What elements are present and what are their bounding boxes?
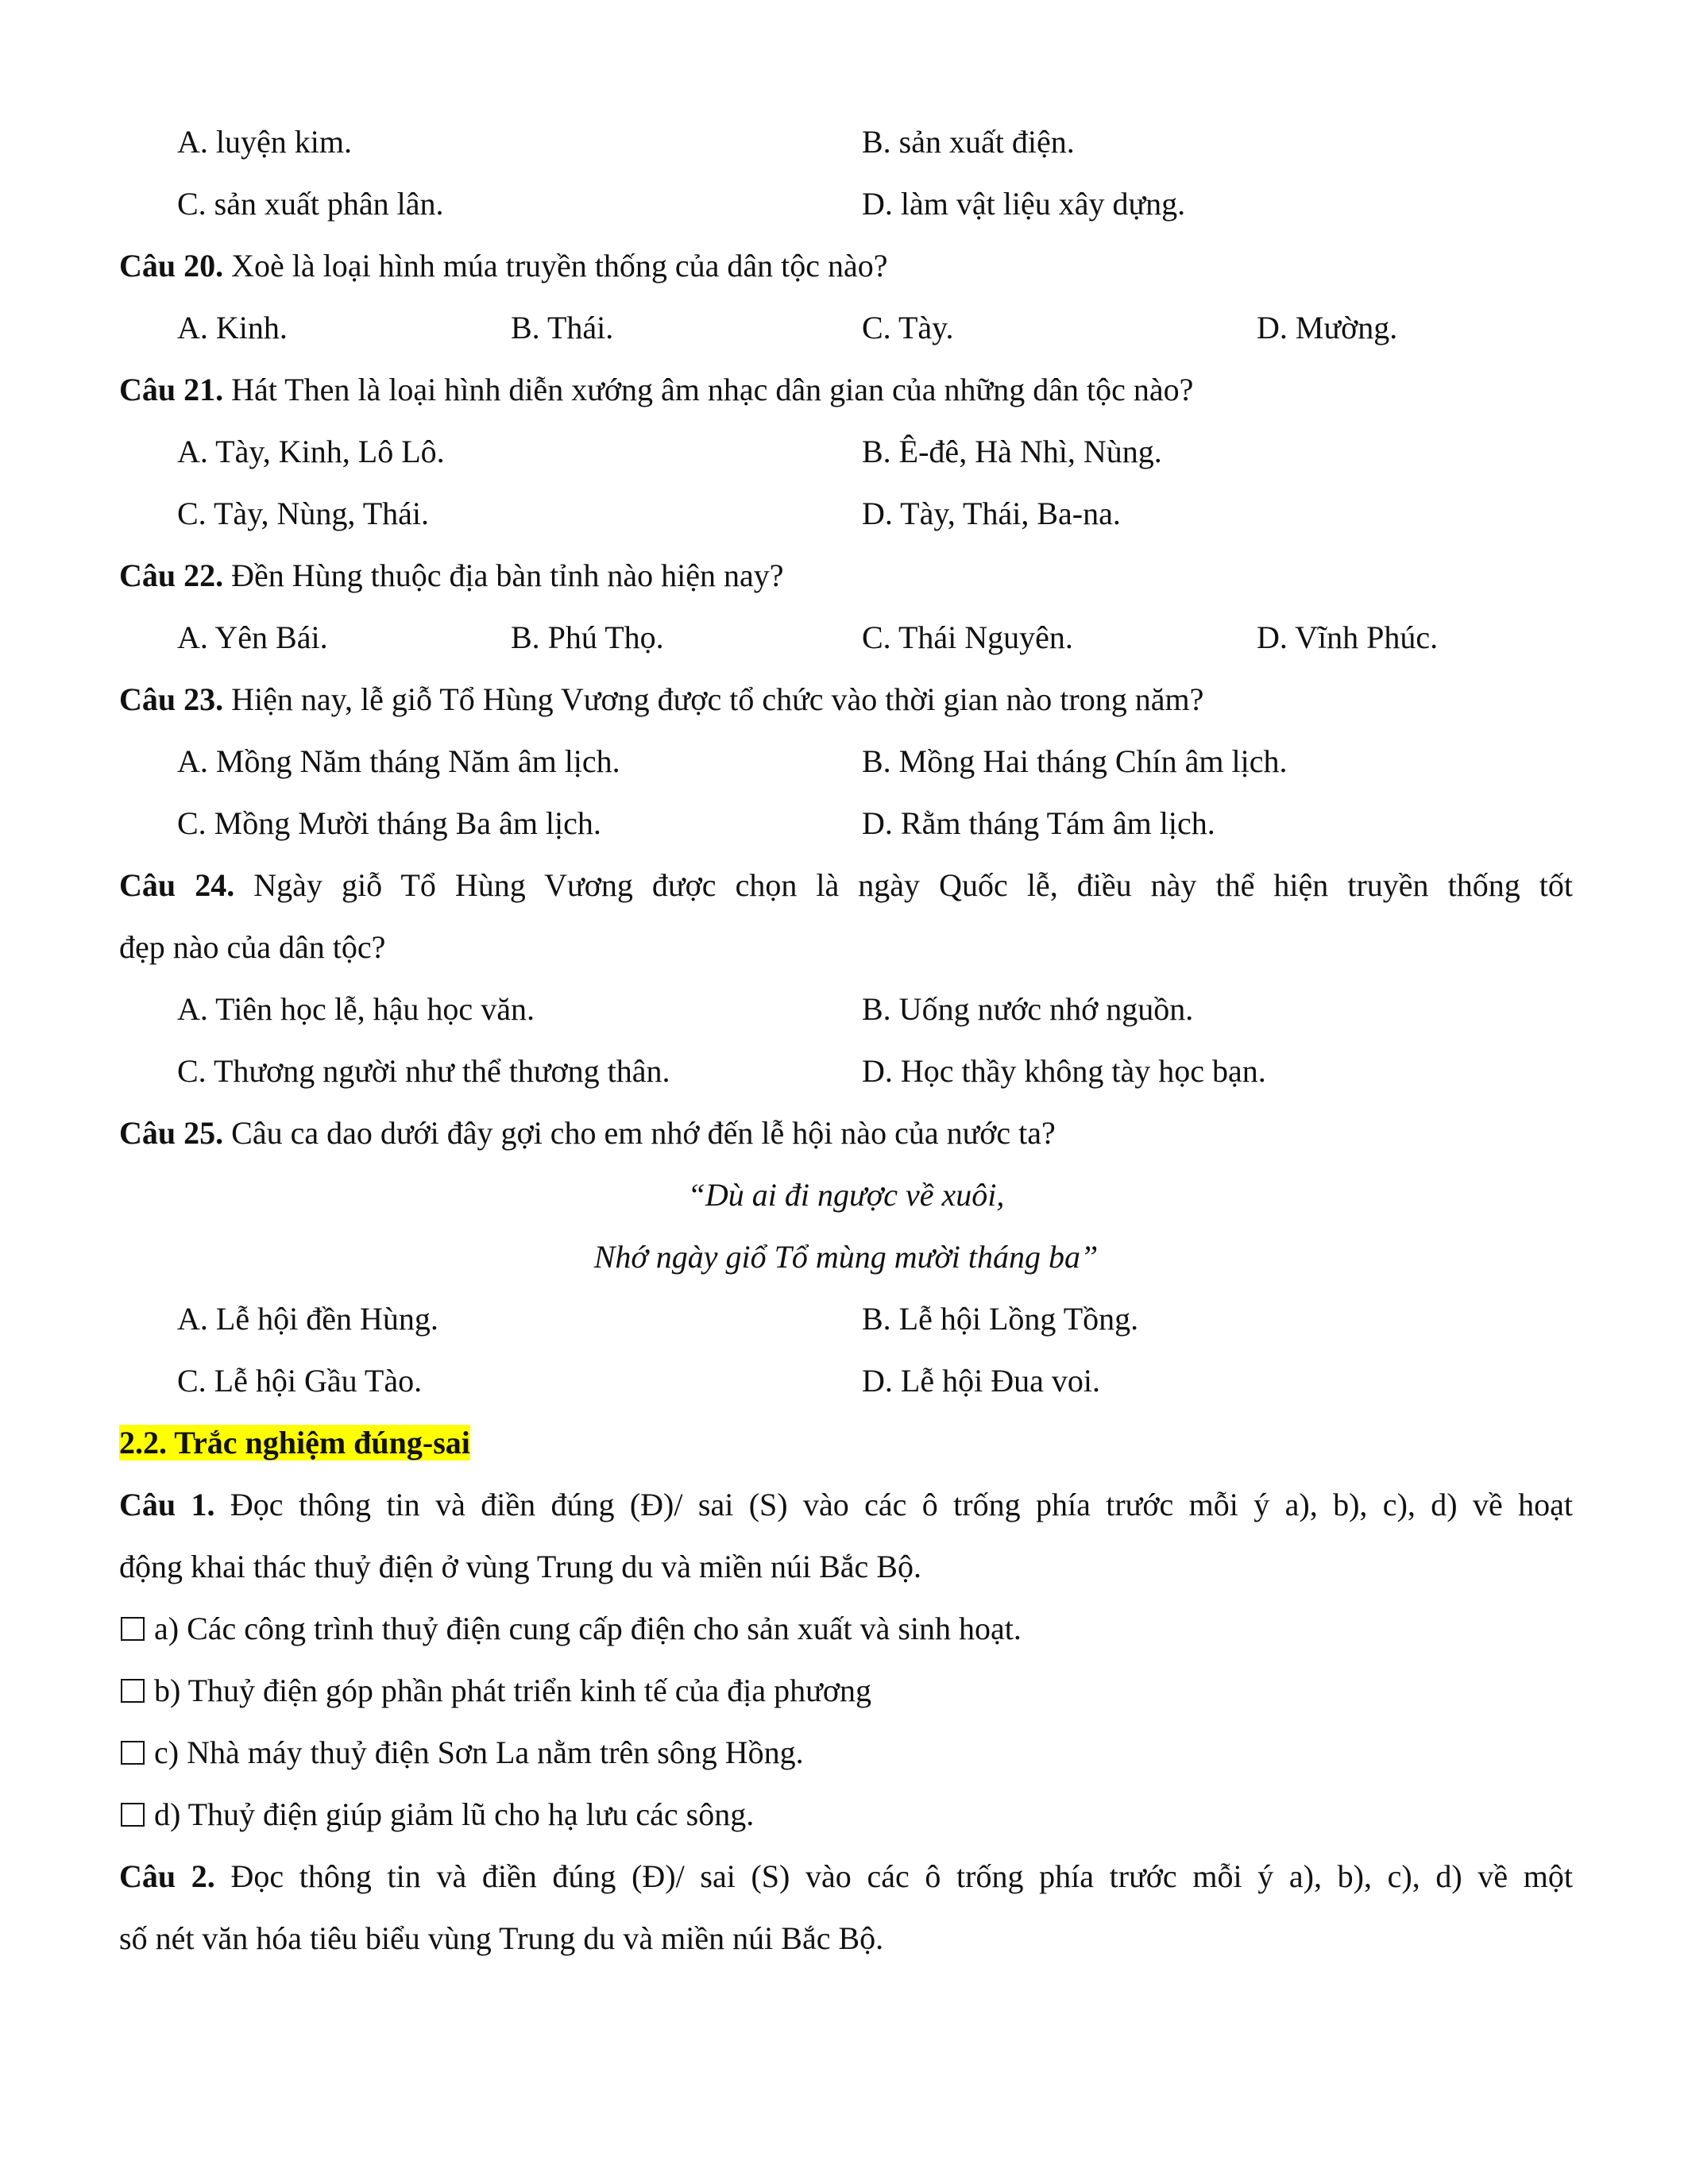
q24-option-a: A. Tiên học lễ, hậu học văn. xyxy=(177,991,535,1027)
q20-question xyxy=(119,235,1573,297)
q21-number: Câu 21. xyxy=(119,372,224,407)
tf1-checkbox-d[interactable] xyxy=(121,1803,145,1827)
q19-option-c: C. sản xuất phân lân. xyxy=(177,186,444,222)
q24-question-line-2: đẹp nào của dân tộc? xyxy=(119,929,386,965)
q19-option-b: B. sản xuất điện. xyxy=(862,124,1075,160)
tf1-item-d-text: d) Thuỷ điện giúp giảm lũ cho hạ lưu các sông. xyxy=(154,1796,755,1832)
tf1-item-b xyxy=(119,1660,1573,1722)
q25-verse-line-2: Nhớ ngày giổ Tổ mùng mười tháng ba” xyxy=(593,1239,1099,1275)
q20-option-d: D. Mường. xyxy=(1257,310,1398,345)
q25-number: Câu 25. xyxy=(119,1115,224,1151)
q25-option-b: B. Lễ hội Lồng Tồng. xyxy=(862,1301,1139,1337)
q22-options xyxy=(119,607,1573,669)
q20-option-a: A. Kinh. xyxy=(177,310,288,345)
q21-options-row-1 xyxy=(119,421,1573,483)
q25-option-c: C. Lễ hội Gầu Tào. xyxy=(177,1363,423,1399)
tf1-item-c-text: c) Nhà máy thuỷ điện Sơn La nằm trên sông Hồng. xyxy=(154,1734,804,1770)
q22-number: Câu 22. xyxy=(119,558,224,593)
document-page xyxy=(119,111,1573,1970)
q23-number: Câu 23. xyxy=(119,681,224,717)
q22-option-c: C. Thái Nguyên. xyxy=(862,619,1073,655)
tf1-question-line-1 xyxy=(119,1474,1573,1536)
q22-text: Đền Hùng thuộc địa bàn tỉnh nào hiện nay? xyxy=(223,558,784,593)
tf1-checkbox-b[interactable] xyxy=(121,1679,145,1703)
q23-option-c: C. Mồng Mười tháng Ba âm lịch. xyxy=(177,805,601,841)
tf1-item-d xyxy=(119,1784,1573,1846)
q19-option-a: A. luyện kim. xyxy=(177,124,352,160)
q19-option-d: D. làm vật liệu xây dựng. xyxy=(862,186,1186,222)
tf1-text-1: Đọc thông tin và điền đúng (Đ)/ sai (S) vào các ô trống phía trước mỗi ý a), b), c), d) về hoạt xyxy=(214,1487,1573,1522)
q25-text: Câu ca dao dưới đây gợi cho em nhớ đến lễ hội nào của nước ta? xyxy=(223,1115,1056,1151)
q24-text-1: Ngày giỗ Tổ Hùng Vương được chọn là ngày Quốc lễ, điều này thể hiện truyền thống tốt xyxy=(234,867,1573,903)
q23-options-row-1 xyxy=(119,731,1573,793)
q24-number: Câu 24. xyxy=(119,867,235,903)
q25-question xyxy=(119,1102,1573,1164)
tf2-text-1: Đọc thông tin và điền đúng (Đ)/ sai (S) vào các ô trống phía trước mỗi ý a), b), c), d) về một xyxy=(214,1858,1573,1894)
q21-question xyxy=(119,359,1573,421)
q22-option-d: D. Vĩnh Phúc. xyxy=(1257,619,1439,655)
q24-question-line-1 xyxy=(119,855,1573,916)
q20-option-b: B. Thái. xyxy=(511,310,614,345)
q20-option-c: C. Tày. xyxy=(862,310,954,345)
q25-verse-line-1: “Dù ai đi ngược về xuôi, xyxy=(687,1177,1005,1213)
tf1-item-a xyxy=(119,1598,1573,1660)
q24-options-row-2 xyxy=(119,1040,1573,1102)
q23-options-row-2 xyxy=(119,793,1573,855)
q21-option-c: C. Tày, Nùng, Thái. xyxy=(177,496,430,531)
section-heading xyxy=(119,1412,1573,1474)
q25-option-d: D. Lễ hội Đua voi. xyxy=(862,1363,1100,1399)
q23-option-a: A. Mồng Năm tháng Năm âm lịch. xyxy=(177,743,620,779)
tf2-question-line-1 xyxy=(119,1846,1573,1908)
tf1-checkbox-a[interactable] xyxy=(121,1617,145,1641)
q23-question xyxy=(119,669,1573,731)
q23-option-d: D. Rằm tháng Tám âm lịch. xyxy=(862,805,1215,841)
tf1-item-b-text: b) Thuỷ điện góp phần phát triển kinh tế của địa phương xyxy=(154,1673,872,1708)
q20-options xyxy=(119,297,1573,359)
tf1-number: Câu 1. xyxy=(119,1487,215,1522)
tf1-item-c xyxy=(119,1722,1573,1784)
q19-options-row-2 xyxy=(119,173,1573,235)
tf1-checkbox-c[interactable] xyxy=(121,1741,145,1765)
q22-option-a: A. Yên Bái. xyxy=(177,619,328,655)
q19-options-row-1 xyxy=(119,111,1573,173)
q21-option-d: D. Tày, Thái, Ba-na. xyxy=(862,496,1121,531)
tf2-question-line-2: số nét văn hóa tiêu biểu vùng Trung du và miền núi Bắc Bộ. xyxy=(119,1920,884,1956)
q24-option-c: C. Thương người như thể thương thân. xyxy=(177,1053,670,1089)
q24-option-d: D. Học thầy không tày học bạn. xyxy=(862,1053,1266,1089)
q21-options-row-2 xyxy=(119,483,1573,545)
q25-option-a: A. Lễ hội đền Hùng. xyxy=(177,1301,438,1337)
section-heading-text: 2.2. Trắc nghiệm đúng-sai xyxy=(119,1425,470,1461)
tf1-item-a-text: a) Các công trình thuỷ điện cung cấp điện cho sản xuất và sinh hoạt. xyxy=(154,1611,1022,1646)
q23-option-b: B. Mồng Hai tháng Chín âm lịch. xyxy=(862,743,1288,779)
q22-question xyxy=(119,545,1573,607)
q21-text: Hát Then là loại hình diễn xướng âm nhạc dân gian của những dân tộc nào? xyxy=(223,372,1194,407)
q24-options-row-1 xyxy=(119,978,1573,1040)
q25-options-row-2 xyxy=(119,1350,1573,1412)
tf2-number: Câu 2. xyxy=(119,1858,215,1894)
q21-option-a: A. Tày, Kinh, Lô Lô. xyxy=(177,434,445,469)
q20-number: Câu 20. xyxy=(119,248,224,284)
q21-option-b: B. Ê-đê, Hà Nhì, Nùng. xyxy=(862,434,1162,469)
q20-text: Xoè là loại hình múa truyền thống của dân tộc nào? xyxy=(223,248,888,284)
q23-text: Hiện nay, lễ giỗ Tổ Hùng Vương được tổ chức vào thời gian nào trong năm? xyxy=(223,681,1204,717)
q24-option-b: B. Uống nước nhớ nguồn. xyxy=(862,991,1194,1027)
q22-option-b: B. Phú Thọ. xyxy=(511,619,664,655)
q25-options-row-1 xyxy=(119,1288,1573,1350)
tf1-question-line-2: động khai thác thuỷ điện ở vùng Trung du và miền núi Bắc Bộ. xyxy=(119,1549,921,1584)
